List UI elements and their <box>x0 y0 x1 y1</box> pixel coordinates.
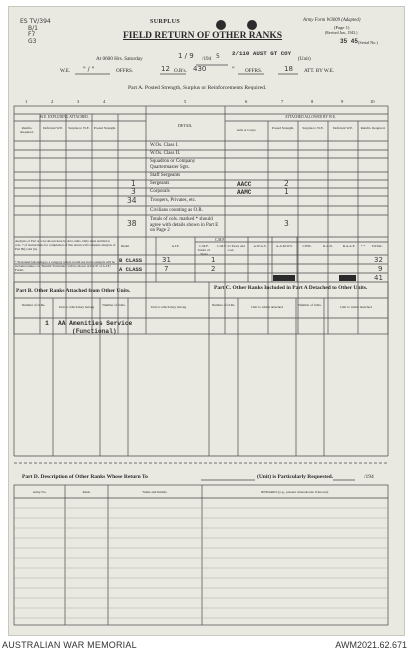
return-date: 1 / 9 <box>178 52 194 60</box>
year-label: /194 <box>202 56 212 62</box>
att-deficient-header: Deficient W.E. <box>332 126 354 130</box>
surplus-stamp: SURPLUS <box>150 19 181 25</box>
form-title: FIELD RETURN OF OTHER RANKS <box>123 31 283 41</box>
detail-wo-class-2: W.Os. Class II. <box>150 151 181 156</box>
marginal-note-4: G3 <box>28 37 37 45</box>
awas-header: A.W.A.S. <box>253 244 267 248</box>
col-number-9: 9 <box>341 99 344 104</box>
at-hours-label: At 0600 Hrs. Saturday <box>96 56 143 62</box>
col-number-7: 7 <box>281 99 284 104</box>
detail-col-header: Detail <box>120 244 130 248</box>
part-d-year: /194 <box>364 474 374 480</box>
att-reinfts-header: Reinfts. Required. <box>360 126 386 130</box>
detail-cqms: Squadron or Company Quartermaster Sgts. <box>150 159 196 170</box>
we-excluding-attached-header: W.E. EXPLUDING ATTACHED. <box>40 115 89 119</box>
cmf-group-header: C.M.F. <box>215 238 225 242</box>
aif-header: A.I.F. <box>171 244 180 248</box>
detail-staff-sergeants: Staff Sergeants <box>150 173 181 178</box>
part-c-unit-header-1: Unit to which detached <box>251 305 283 309</box>
form-number: Army Form W3009 (Adapted) <box>303 18 361 23</box>
marginal-note-3: F7 <box>28 31 36 38</box>
att-offrs-label: OFFRS. <box>245 68 263 74</box>
year-value: 5 <box>216 53 220 60</box>
part-b-number-header-1: Number of O.Rs. <box>21 303 46 307</box>
army-no-header: Army No. <box>32 490 47 494</box>
ors-label: O.R's. <box>174 68 187 74</box>
att-posted-total: 3 <box>284 219 289 228</box>
redacted-block-ras <box>339 275 356 281</box>
detail-header: DETAIL <box>178 123 193 128</box>
part-b-number-header-2: Number of O.Rs. <box>102 303 126 307</box>
unit-name: 2/110 AUST GT COY <box>232 50 292 57</box>
revised-label: (Revised Jun., 1943.) <box>325 31 358 35</box>
deficient-we-header: Deficient W.E. <box>42 126 64 130</box>
part-d-title-mid: (Unit) is Particularly Requested. <box>257 474 334 480</box>
posted-total: 38 <box>127 219 137 228</box>
part-c-number-header-2: Number of O.Rs. <box>298 303 322 307</box>
archive-name: AUSTRALIAN WAR MEMORIAL <box>2 640 137 650</box>
cmf-over21-header: C.M.F. 21 Years and over. <box>217 244 245 252</box>
cmf-under21-header: C.M.F. Under 21 Years <box>197 244 211 256</box>
arm-corporals: AAMC <box>237 189 252 196</box>
raaf-header: R.A.A.F. <box>342 244 356 248</box>
civil-header: CIVIL <box>302 244 312 248</box>
part-b-unit-header-2: Unit to which they belong <box>150 305 187 309</box>
aamws-header: A.A.M.W.S. <box>276 244 293 248</box>
cmf-b-class: 1 <box>211 256 216 264</box>
marginal-notes <box>20 19 51 45</box>
categories-note: * Personnel belonging to a category which would not in the analysis will be included under col. 'Details' Particulars will be shown in Part E of A.I.F.; Forms <box>15 260 115 272</box>
surplus-we-header: Surplus to W.E. <box>68 126 90 130</box>
marginal-note-1: ES TV/394 <box>20 18 51 25</box>
arm-sergeants: AACC <box>237 181 252 188</box>
att-ors-value: 18 <box>284 65 293 73</box>
part-b-entry-unit-sub: (Functional) <box>72 328 117 335</box>
col-number-1: 1 <box>25 99 28 104</box>
marginal-note-2: B/1 <box>28 24 38 32</box>
page-label: (Page 1) <box>334 25 350 30</box>
remarks-header: REMARKS (e.g., present whereabouts if known). <box>261 490 329 494</box>
col-number-3: 3 <box>77 99 80 104</box>
reinfts-required-header: Reinfts. Required. <box>20 126 34 134</box>
arm-corps-header: Arm or Corps. <box>236 128 257 132</box>
ors-value: 430 <box>193 65 207 73</box>
grand-total: 41 <box>374 274 383 282</box>
part-b-title: Part B. Other Ranks Attached from Other Units. <box>16 288 131 294</box>
part-a-title: Part A. Posted Strength, Surplus or Reinforcements Required. <box>128 85 267 91</box>
att-by-we-label: ATT. BY W.E. <box>304 68 335 74</box>
name-initials-header: Name and Initials. <box>142 490 168 494</box>
att-posted-sergeants: 2 <box>284 179 289 188</box>
accession-number: AWM2021.62.671 <box>335 640 407 650</box>
redacted-block-civil <box>273 275 295 281</box>
part-b-entry-count: 1 <box>45 320 49 327</box>
total-a-class: 9 <box>378 265 383 273</box>
detail-totals: Totals of cols. marked * should agree with details shown in Part E on Page 2 <box>150 217 219 233</box>
strength-row-b-class: B CLASS <box>119 257 143 264</box>
total-b-class: 32 <box>374 256 383 264</box>
we-label: W.E. <box>60 68 71 74</box>
detail-wo-class-1: W.Os. Class I. <box>150 143 179 148</box>
part-c-title: Part C. Other Ranks Included in Part A Detached to Other Units. <box>214 285 368 291</box>
cmf-a-class: 2 <box>211 265 216 273</box>
col-number-6: 6 <box>245 99 248 104</box>
aif-a-class: 7 <box>164 265 169 273</box>
archive-footer <box>0 636 411 653</box>
att-surplus-header: Surplus to W.E. <box>302 126 324 130</box>
detail-privates: Troopers, Privates, etc. <box>150 198 197 203</box>
other-header: * * <box>360 244 366 248</box>
part-c-unit-header-2: Unit to which detached <box>340 305 372 309</box>
att-offrs-value: " <box>232 66 235 73</box>
aif-b-class: 31 <box>162 256 171 264</box>
part-b-entry-unit: AA Amenities Service <box>58 320 133 327</box>
col-number-5: 5 <box>184 99 187 104</box>
col-number-10: 10 <box>370 99 375 104</box>
att-posted-strength-header: Posted Strength. <box>271 126 295 130</box>
ran-header: R.A.N. <box>323 244 333 248</box>
unit-label: (Unit) <box>298 56 311 62</box>
part-c-number-header-1: Number of O.Rs. <box>211 303 236 307</box>
total-header: TOTAL <box>371 244 383 248</box>
we-value: " / " <box>83 66 95 73</box>
analysis-note: Analysis of Part A to be shown here by ALL units. Only units entitled to cols. 7 of instructions for completion of this return will complete analysis of Part B(i) and (ii). <box>15 239 116 251</box>
detail-civilians: Civilians counting as O.R. <box>150 208 203 213</box>
rank-header: Rank. <box>82 490 91 494</box>
posted-strength-header: Posted Strength. <box>93 126 117 130</box>
offrs-label: OFFRS. <box>116 68 134 74</box>
strength-row-a-class: A CLASS <box>119 266 143 273</box>
part-b-unit-header-1: Unit to which they belong <box>58 305 95 309</box>
posted-privates: 34 <box>127 196 137 205</box>
col-number-2: 2 <box>51 99 54 104</box>
part-d-title: Part D. Description of Other Ranks Whose Return To <box>22 474 148 480</box>
posted-sergeants: 1 <box>131 179 136 188</box>
detail-corporals: Corporals <box>150 189 170 194</box>
offrs-value: 12 <box>161 65 170 73</box>
detail-sergeants: Sergeants <box>150 181 170 186</box>
col-number-4: 4 <box>103 99 106 104</box>
att-posted-corporals: 1 <box>284 187 289 196</box>
posted-corporals: 3 <box>131 187 136 196</box>
serial-value: 35 45 <box>340 38 359 45</box>
serial-label: (Serial No.) <box>358 40 378 45</box>
col-number-8: 8 <box>311 99 314 104</box>
attached-allowed-header: ATTACHED ALLOWED BY W.E. <box>285 115 336 119</box>
